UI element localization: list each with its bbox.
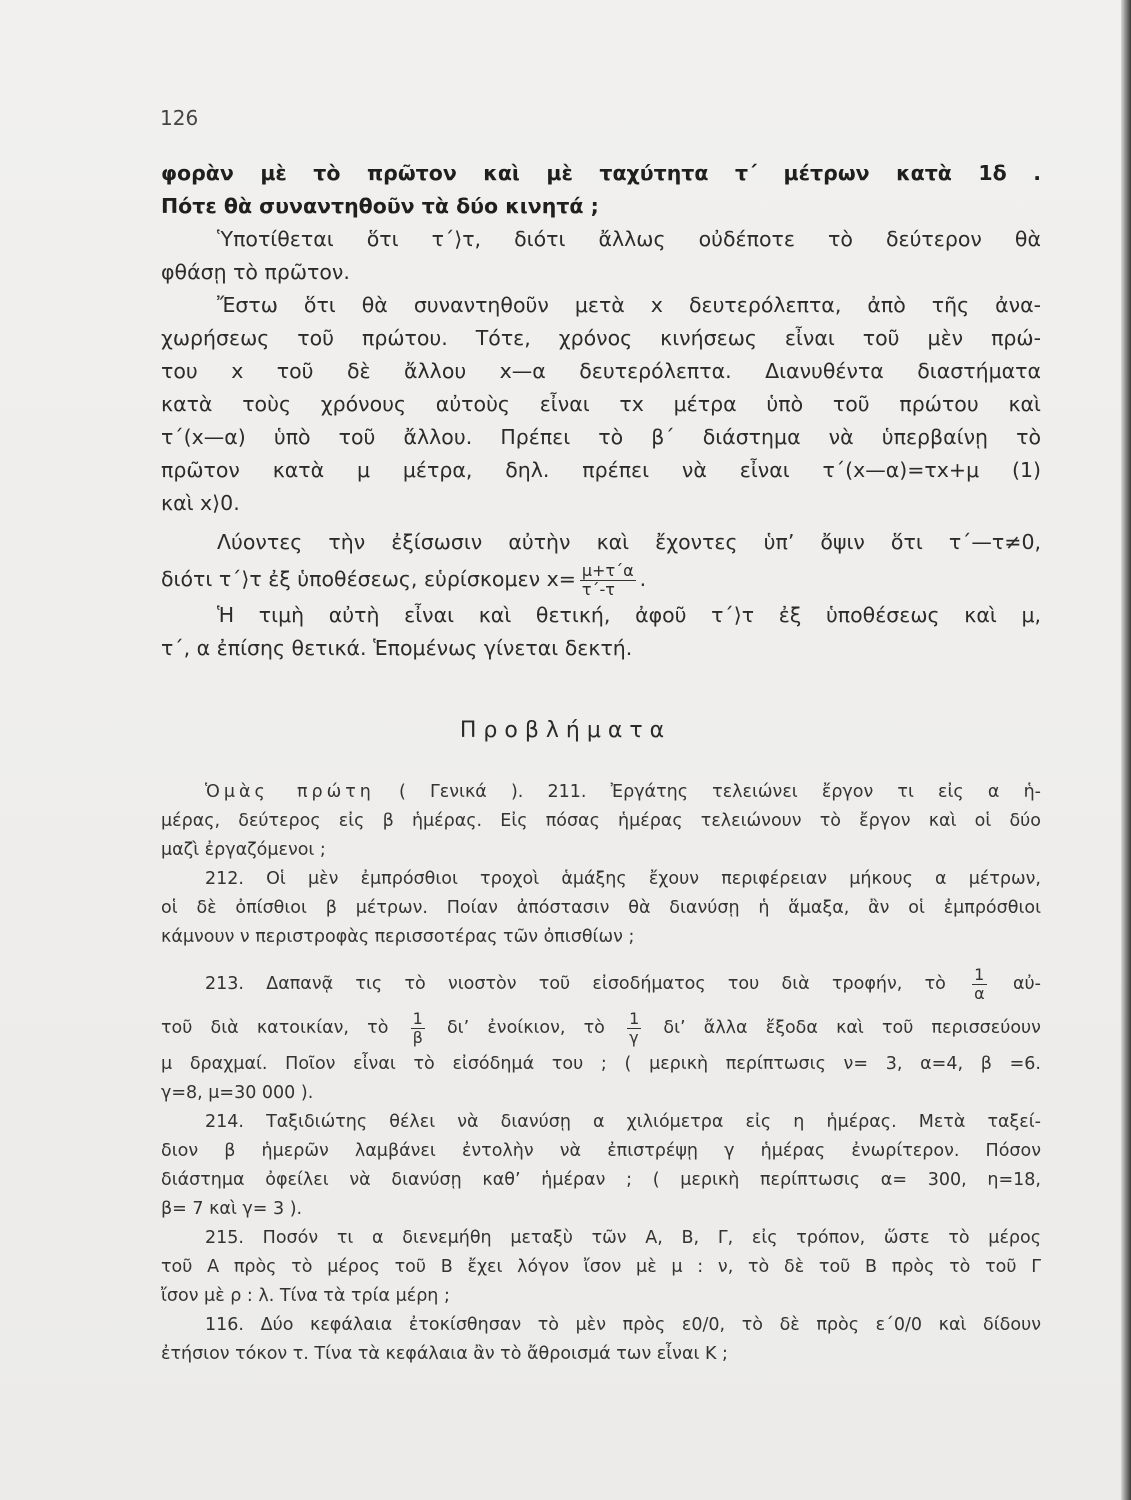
problem-213-text: δι’ ἐνοίκιον, τὸ: [446, 1018, 605, 1038]
problem-216-line: 116. Δύο κεφάλαια ἐτοκίσθησαν τὸ μὲν πρὸς ε0/0, τὸ δὲ πρὸς ε΄0/0 καὶ δίδουν: [205, 1315, 1041, 1335]
solution-fraction: [580, 562, 636, 599]
fraction-one-alpha: [972, 966, 987, 1003]
text-line: φορὰν μὲ τὸ πρῶτον καὶ μὲ ταχύτητα τ΄ μέτρων κατὰ 1δ .: [161, 161, 1041, 185]
problem-212-line: οἱ δὲ ὀπίσθιοι β μέτρων. Ποίαν ἀπόστασιν θὰ διανύσῃ ἡ ἅμαξα, ἂν οἱ ἐμπρόσθιοι: [161, 898, 1041, 918]
problem-214-line: διον β ἡμερῶν λαμβάνει ἐντολὴν νὰ ἐπιστρέψῃ γ ἡμέρας ἐνωρίτερον. Πόσον: [161, 1141, 1041, 1161]
solution-text: διότι τ΄⟩τ ἐξ ὑποθέσεως, εὑρίσκομεν x=: [161, 567, 576, 591]
problem-215-line: 215. Ποσόν τι α διενεμήθη μεταξὺ τῶν Α, Β, Γ, εἰς τρόπον, ὥστε τὸ μέρος: [205, 1228, 1041, 1248]
text-line: καὶ x⟩0.: [161, 491, 240, 515]
main-text: [161, 157, 1041, 665]
problem-215-line: ἴσον μὲ ρ : λ. Τίνα τὰ τρία μέρη ;: [161, 1286, 450, 1306]
problem-213-line: [161, 962, 1041, 1006]
fraction-one-beta: [411, 1010, 425, 1047]
problem-213-line: μ δραχμαί. Ποῖον εἶναι τὸ εἰσόδημά του ; ( μερικὴ περίπτωσις ν= 3, α=4, β =6.: [161, 1054, 1041, 1074]
fraction-numerator: 1: [411, 1010, 425, 1029]
problem-211-line: [161, 778, 1041, 807]
problem-212-line: κάμνουν ν περιστροφὰς περισσοτέρας τῶν ὀπισθίων ;: [161, 927, 635, 947]
problem-213-line: γ=8, μ=30 000 ).: [161, 1083, 314, 1103]
text-line: φθάσῃ τὸ πρῶτον.: [161, 260, 350, 284]
problem-211-line: μέρας, δεύτερος εἰς β ἡμέρας. Εἰς πόσας ἡμέρας τελειώνουν τὸ ἔργον καὶ οἱ δύο: [161, 811, 1041, 831]
text-line: χωρήσεως τοῦ πρώτου. Τότε, χρόνος κινήσεως εἶναι τοῦ μὲν πρώ-: [161, 326, 1041, 350]
text-line: τ΄(x—α) ὑπὸ τοῦ ἄλλου. Πρέπει τὸ β΄ διάστημα νὰ ὑπερβαίνῃ τὸ: [161, 425, 1041, 449]
problem-213-text: δι’ ἄλλα ἔξοδα καὶ τοῦ περισσεύουν: [663, 1018, 1041, 1038]
text-line: Ἔστω ὅτι θὰ συναντηθοῦν μετὰ x δευτερόλεπτα, ἀπὸ τῆς ἀνα-: [217, 293, 1041, 317]
group-label: Ὁμὰς πρώτη: [205, 782, 375, 802]
solution-period: .: [639, 567, 647, 591]
problem-213-text: τοῦ διὰ κατοικίαν, τὸ: [161, 1018, 389, 1038]
problem-214-line: διάστημα ὀφείλει νὰ διανύσῃ καθ’ ἡμέραν ; ( μερικὴ περίπτωσις α= 300, η=18,: [161, 1170, 1041, 1190]
fraction-denominator: γ: [629, 1027, 639, 1047]
problem-213-text: 213. Δαπανᾷ τις τὸ νιοστὸν τοῦ εἰσοδήματος του διὰ τροφήν, τὸ: [205, 974, 946, 994]
fraction-denominator: β: [412, 1027, 423, 1047]
problem-216-line: ἐτήσιον τόκον τ. Τίνα τὰ κεφάλαια ἂν τὸ ἄθροισμά των εἶναι Κ ;: [161, 1344, 728, 1364]
solution-line: [161, 559, 1041, 599]
text-line: Ἡ τιμὴ αὐτὴ εἶναι καὶ θετική, ἀφοῦ τ΄⟩τ ἐξ ὑποθέσεως καὶ μ,: [217, 603, 1041, 627]
problems-list: [161, 778, 1041, 1369]
fraction-denominator: τ΄-τ: [581, 579, 615, 599]
text-line: Λύοντες τὴν ἐξίσωσιν αὐτὴν καὶ ἔχοντες ὑπ’ ὄψιν ὅτι τ΄—τ≠0,: [217, 530, 1041, 554]
problem-213-text: αὐ-: [1013, 974, 1041, 994]
text-line: Πότε θὰ συναντηθοῦν τὰ δύο κινητά ;: [161, 194, 599, 218]
text-line: του x τοῦ δὲ ἄλλου x—α δευτερόλεπτα. Διανυθέντα διαστήματα: [161, 359, 1041, 383]
page-number: 126: [160, 106, 199, 130]
problem-213-line: [161, 1006, 1041, 1050]
page-edge-shadow: [1121, 0, 1131, 1500]
section-heading: Προβλήματα: [459, 718, 672, 743]
problem-211-start: ( Γενικά ). 211. Ἐργάτης τελειώνει ἔργον τι εἰς α ἡ-: [399, 782, 1041, 802]
fraction-denominator: α: [974, 983, 985, 1003]
problem-215-line: τοῦ Α πρὸς τὸ μέρος τοῦ Β ἔχει λόγον ἴσον μὲ μ : ν, τὸ δὲ τοῦ Β πρὸς τὸ τοῦ Γ: [161, 1257, 1041, 1277]
problem-214-line: β= 7 καὶ γ= 3 ).: [161, 1199, 303, 1219]
problem-211-line: μαζὶ ἐργαζόμενοι ;: [161, 840, 326, 860]
text-line: κατὰ τοὺς χρόνους αὐτοὺς εἶναι τx μέτρα ὑπὸ τοῦ πρώτου καὶ: [161, 392, 1041, 416]
fraction-numerator: 1: [972, 966, 987, 985]
problem-212-line: 212. Οἱ μὲν ἐμπρόσθιοι τροχοὶ ἁμάξης ἔχουν περιφέρειαν μήκους α μέτρων,: [205, 869, 1041, 889]
text-line: Ὑποτίθεται ὅτι τ΄⟩τ, διότι ἄλλως οὐδέποτε τὸ δεύτερον θὰ: [217, 227, 1041, 251]
fraction-numerator: 1: [629, 1008, 640, 1028]
text-line: πρῶτον κατὰ μ μέτρα, δηλ. πρέπει νὰ εἶναι τ΄(x—α)=τx+μ (1): [161, 458, 1041, 482]
text-line: τ΄, α ἐπίσης θετικά. Ἑπομένως γίνεται δεκτή.: [161, 636, 633, 660]
fraction-numerator: μ+τ΄α: [581, 560, 634, 580]
problem-214-line: 214. Ταξιδιώτης θέλει νὰ διανύσῃ α χιλιόμετρα εἰς η ἡμέρας. Μετὰ ταξεί-: [205, 1112, 1041, 1132]
fraction-one-gamma: [627, 1010, 641, 1047]
